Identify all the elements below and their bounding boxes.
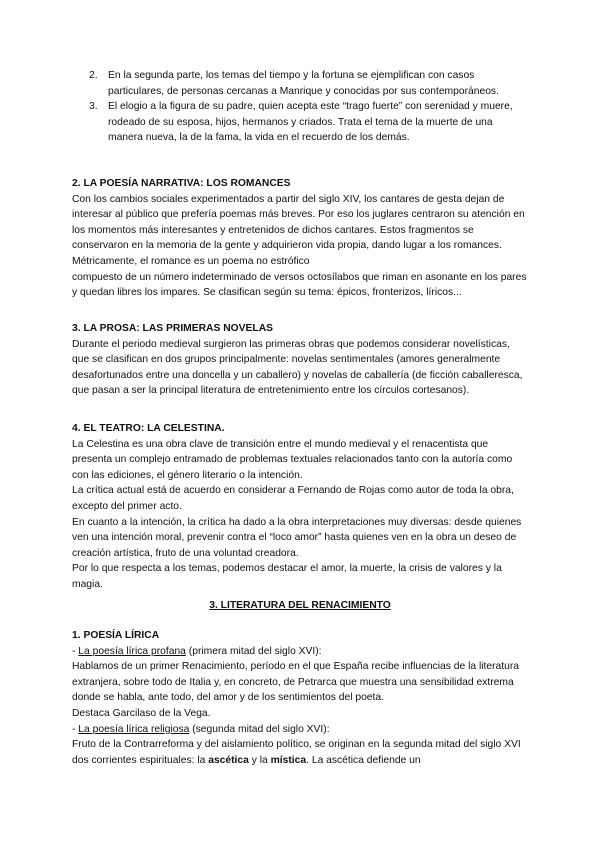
section-paragraph xyxy=(72,737,528,768)
chapter-title: 3. LITERATURA DEL RENACIMIENTO xyxy=(209,600,391,611)
text-run: y la xyxy=(248,754,271,766)
section-paragraph: Destaca Garcilaso de la Vega. xyxy=(72,707,211,719)
section-paragraph: La crítica actual está de acuerdo en considerar a Fernando de Rojas como autor de toda la obra, excepto del primer acto. xyxy=(72,485,514,512)
text-run: . La ascética defiende un xyxy=(306,754,421,766)
section-paragraph: Por lo que respecta a los temas, podemos destacar el amor, la muerte, la crisis de valores y la magia. xyxy=(72,563,502,590)
bold-term: ascética xyxy=(208,754,249,766)
section-heading: 1. POESÍA LÍRICA xyxy=(72,630,160,641)
section-paragraph: En cuanto a la intención, la crítica ha dado a la obra interpretaciones muy diversas: desde quienes ven una intención moral, prevenir contra el “loco amor” hasta quienes ven en la obra un deseo de creación artística, fruto de una voluntad creadora. xyxy=(72,516,522,559)
subsection-title xyxy=(72,722,528,738)
section-lyric-poetry xyxy=(72,628,528,768)
list-item xyxy=(89,68,529,99)
section-paragraph: Hablamos de un primer Renacimiento, período en el que España recibe influencias de la literatura extranjera, sobre todo de Italia y, en concreto, de Petrarca que muestra una sensibilidad extrema donde se habla, ante todo, del amor y de los sentimientos del poeta. xyxy=(72,661,520,704)
numbered-list xyxy=(89,68,529,146)
section-narrative-poetry xyxy=(72,176,528,301)
section-paragraph: Con los cambios sociales experimentados a partir del siglo XIV, los cantares de gesta dejan de interesar al público que prefería poemas más breves. Por eso los juglares centraron su atención en los momentos más interesantes y entretenidos de dichos cantares. Estos fragmentos se conservaron en la memoria de la gente y adquirieron vida propia, dando lugar a los romances. Métricamente, el romance es un poema no estrófico xyxy=(72,193,525,267)
section-heading: 3. LA PROSA: LAS PRIMERAS NOVELAS xyxy=(72,323,274,334)
list-marker: 2. xyxy=(89,70,98,81)
dash: - xyxy=(72,645,79,657)
subsection-title xyxy=(72,644,528,660)
subsection-label: La poesía lírica profana xyxy=(78,645,186,657)
subsection-note: (primera mitad del siglo XVI): xyxy=(185,645,322,657)
section-theatre xyxy=(72,421,528,593)
text-run: Fruto de la Contrarreforma y del aislamiento político, se originan en la segunda mitad del siglo XVI dos corrientes espirituales: la xyxy=(72,739,521,766)
subsection-note: (segunda mitad del siglo XVI): xyxy=(189,723,330,735)
subsection-label: La poesía lírica religiosa xyxy=(78,723,190,735)
section-prose xyxy=(72,321,528,399)
dash: - xyxy=(72,723,79,735)
section-paragraph: Durante el periodo medieval surgieron las primeras obras que podemos considerar novelísticas, que se clasifican en dos grupos principalmente: novelas sentimentales (amores generalmente desafortunados entre una doncella y un caballero) y novelas de caballería (de ficción caballeresca, que pasan a ser la principal literatura de entretenimiento entre los círculos cortesanos). xyxy=(72,338,523,397)
list-item xyxy=(89,99,529,146)
section-heading: 4. EL TEATRO: LA CELESTINA. xyxy=(72,423,225,434)
section-heading: 2. LA POESÍA NARRATIVA: LOS ROMANCES xyxy=(72,178,291,189)
section-paragraph: La Celestina es una obra clave de transición entre el mundo medieval y el renacentista que presenta un complejo entramado de problemas textuales relacionados tanto con la autoría como con las ediciones, el género literario o la intención. xyxy=(72,438,513,481)
list-marker: 3. xyxy=(89,101,98,113)
list-item-text: El elogio a la figura de su padre, quien acepta este “trago fuerte” con serenidad y muere, rodeado de su esposa, hijos, hermanos y criados. Trata el tema de la muerte de una manera nueva, la de la fama, la vida en el recuerdo de los demás. xyxy=(108,101,513,144)
list-item-text: En la segunda parte, los temas del tiempo y la fortuna se ejemplifican con casos particulares, de personas cercanas a Manrique y conocidas por sus contemporáneos. xyxy=(108,70,499,97)
bold-term: mística xyxy=(270,754,307,766)
section-paragraph: compuesto de un número indeterminado de versos octosílabos que riman en asonante en los pares y quedan libres los impares. Se clasifican según su tema: épicos, fronterizos, líricos... xyxy=(72,271,527,299)
